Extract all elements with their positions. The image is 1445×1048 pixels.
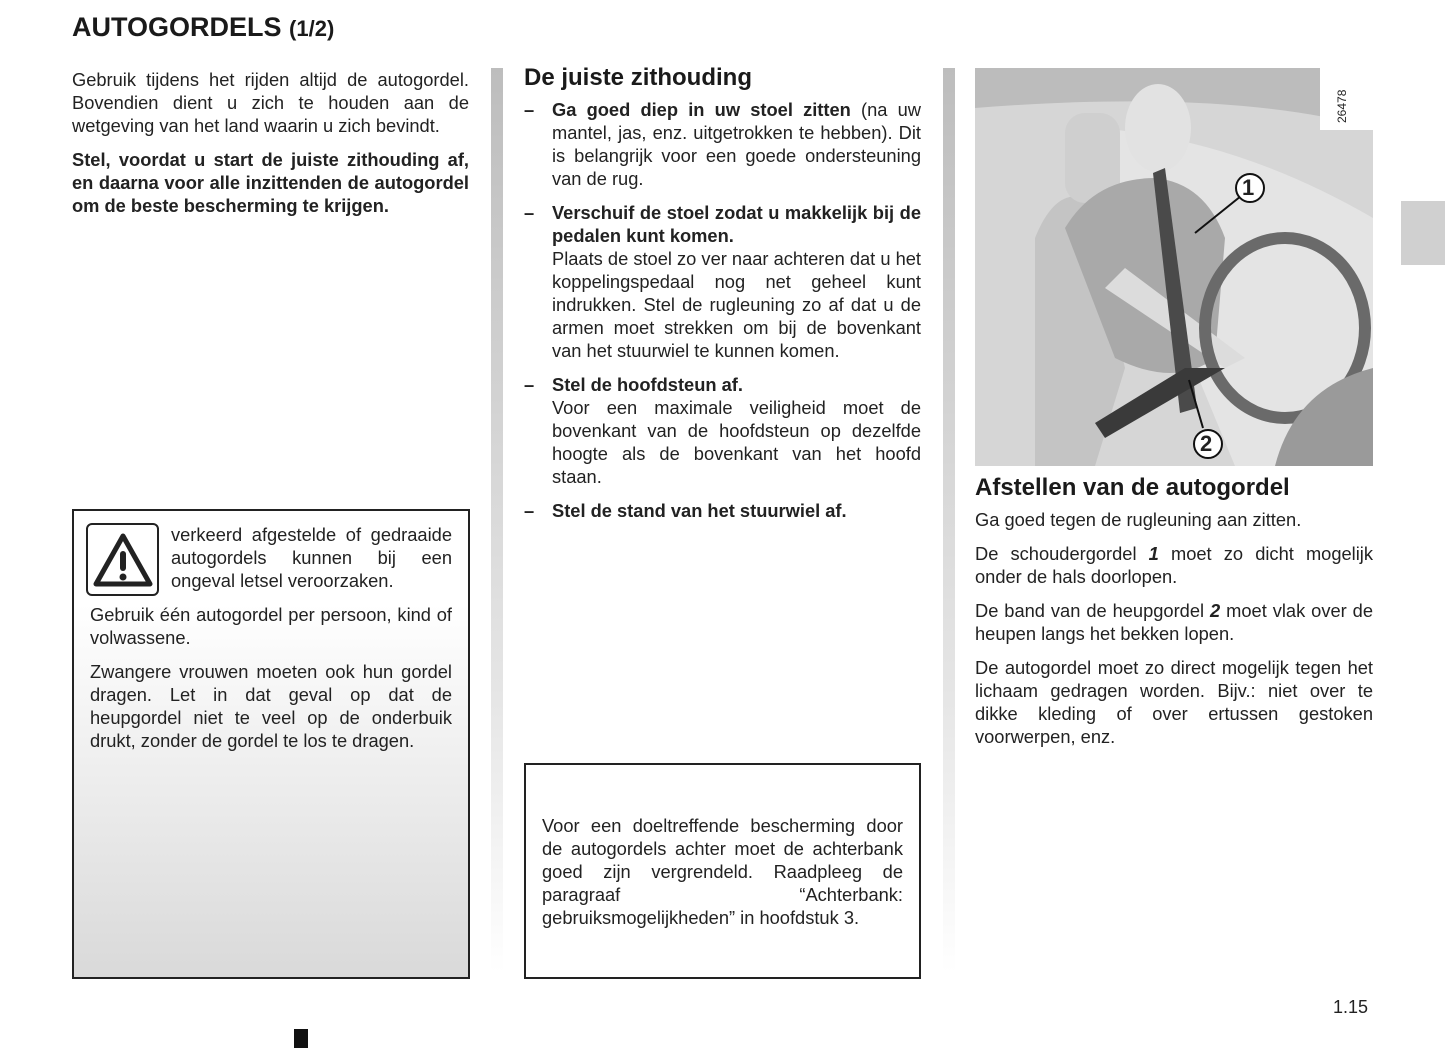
intro-paragraph: Gebruik tijdens het rijden altijd de autogordel. Bovendien dient u zich te houden aan de wetgeving van het land waarin u zich bevindt. [72,69,469,136]
note-text: Voor een doeltreffende bescherming door de autogordels achter moet de achterbank goed zijn vergrendeld. Raadpleeg de paragraaf “Achterbank: gebruiksmogelijkheden” in hoofdstuk 3. [542,815,903,928]
right-paragraph: Ga goed tegen de rugleuning aan zitten. [975,509,1302,530]
ref-number: 1 [1148,543,1159,564]
item-title: Stel de hoofdsteun af. [552,374,743,395]
column-divider [943,68,955,973]
item-text: (na uw mantel, jas, enz. uitgetrokken te hebben). Dit is belangrijk voor een goede ondersteuning van de rug. [552,99,922,189]
section-heading: De juiste zithouding [524,64,752,91]
text: De schoudergordel [975,543,1149,564]
middle-column [524,64,921,533]
print-mark [294,1029,308,1048]
item-title: Verschuif de stoel zodat u makkelijk bij de pedalen kunt komen. [552,202,921,246]
title-part: (1/2) [289,16,335,41]
item-title: Ga goed diep in uw stoel zitten [552,99,851,120]
intro-bold-paragraph: Stel, voordat u start de juiste zithouding af, en daarna voor alle inzittenden de autogordel om de beste bescherming te krijgen. [72,149,469,216]
right-column [975,474,1373,759]
list-item [524,499,921,522]
callout-2: 2 [1200,431,1213,456]
right-paragraph [975,599,1373,645]
callout-1: 1 [1242,175,1255,200]
item-text: Voor een maximale veiligheid moet de bovenkant van de hoofdsteun op dezelfde hoogte als de bovenkant van het hoofd staan. [552,397,921,487]
dash: – [524,500,535,521]
warning-triangle-icon [86,523,159,596]
list-item [524,373,921,488]
section-heading: Afstellen van de autogordel [975,474,1290,501]
dash: – [524,202,535,223]
left-column [72,68,469,228]
list-item [524,201,921,362]
text: moet zo dicht mogelijk onder de hals doorlopen. [975,543,1373,587]
warning-text-2: Gebruik één autogordel per persoon, kind of volwassene. [90,604,452,648]
column-divider [491,68,503,973]
note-box [524,763,921,979]
figure-code: 26478 [1335,89,1349,123]
warning-text-3: Zwangere vrouwen moeten ook hun gordel dragen. Let in dat geval op dat de heupgordel niet te veel op de onderbuik drukt, zonder de gordel te los te dragen. [90,661,452,751]
warning-text-1: verkeerd afgestelde of gedraaide autogordels kunnen bij een ongeval letsel veroorzaken. [171,524,452,591]
chapter-tab [1401,201,1445,265]
text: moet vlak over de heupen langs het bekken lopen. [975,600,1373,644]
list-item [524,98,921,190]
page-number: 1.15 [1333,997,1369,1017]
right-paragraph [975,542,1373,588]
dash: – [524,99,535,120]
page-title [72,12,334,43]
text: De band van de heupgordel [975,600,1211,621]
ref-number: 2 [1210,600,1221,621]
dash: – [524,374,535,395]
warning-box [72,509,470,979]
right-paragraph: De autogordel moet zo direct mogelijk tegen het lichaam gedragen worden. Bijv.: niet over te dikke kleding of over ertussen gestoken voorwerpen, enz. [975,657,1373,747]
item-text: Plaats de stoel zo ver naar achteren dat u het koppelingspedaal nog net geheel kunt indrukken. Stel de rugleuning zo af dat u de armen moet strekken om bij de bovenkant van het stuurwiel te kunnen komen. [552,248,921,361]
title-text: AUTOGORDELS [72,12,282,42]
seatbelt-illustration [975,68,1373,466]
item-title: Stel de stand van het stuurwiel af. [552,500,847,521]
